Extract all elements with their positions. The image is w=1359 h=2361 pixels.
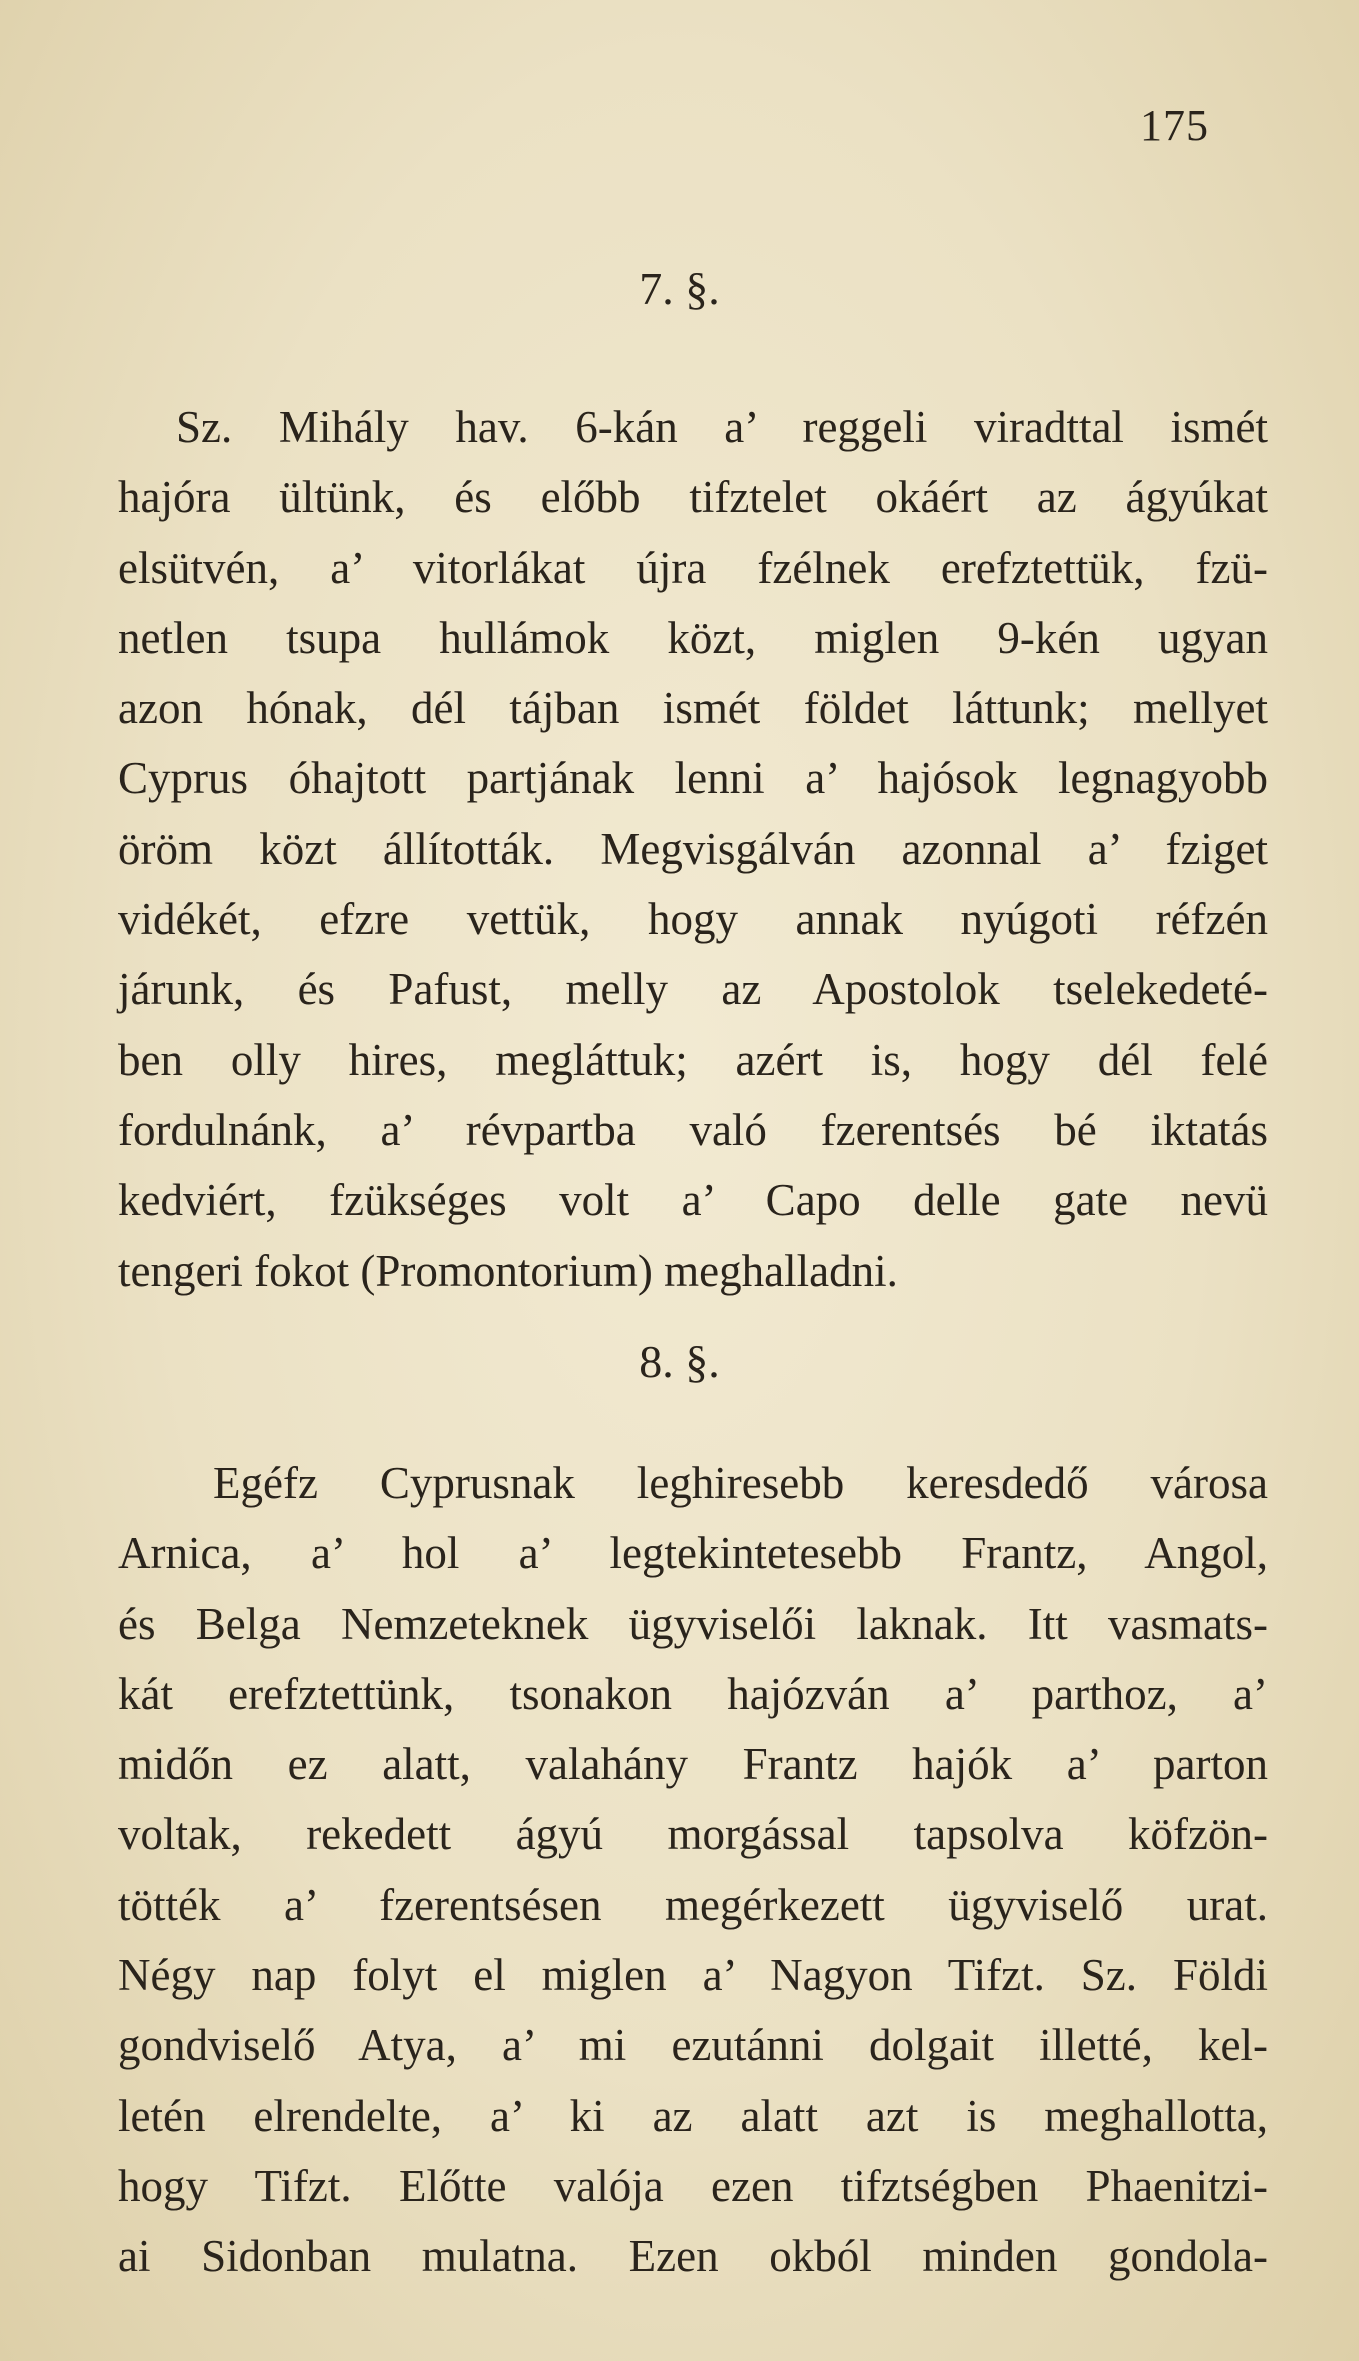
text-line: midőn ez alatt, valahány Frantz hajók a’ parton bbox=[118, 1739, 1268, 1790]
text-line: Négy nap folyt el miglen a’ Nagyon Tifzt. Sz. Földi bbox=[118, 1950, 1268, 2001]
text-line: azon hónak, dél tájban ismét földet láttunk; mellyet bbox=[118, 683, 1268, 734]
text-line: Arnica, a’ hol a’ legtekintetesebb Frantz, Angol, bbox=[118, 1528, 1268, 1579]
text-line: kedviért, fzükséges volt a’ Capo delle gate nevü bbox=[118, 1175, 1268, 1226]
text-line: netlen tsupa hullámok közt, miglen 9-kén ugyan bbox=[118, 612, 1268, 663]
paragraph-section-8 bbox=[118, 1448, 1268, 2292]
text-line: hajóra ültünk, és előbb tifztelet okáért az ágyúkat bbox=[118, 472, 1268, 523]
text-line: járunk, és Pafust, melly az Apostolok tselekedeté- bbox=[118, 964, 1268, 1015]
text-line: Egéfz Cyprusnak leghiresebb keresdedő városa bbox=[213, 1458, 1268, 1508]
text-line: elsütvén, a’ vitorlákat újra fzélnek erefztettük, fzü- bbox=[118, 542, 1268, 593]
paragraph-section-7 bbox=[118, 392, 1268, 1306]
section-heading-7: 7. §. bbox=[639, 263, 720, 314]
text-line: ai Sidonban mulatna. Ezen okból minden gondola- bbox=[118, 2231, 1268, 2282]
text-line: vidékét, efzre vettük, hogy annak nyúgoti réfzén bbox=[118, 894, 1268, 945]
text-line: Sz. Mihály hav. 6-kán a’ reggeli viradttal ismét bbox=[176, 402, 1268, 452]
text-line: fordulnánk, a’ révpartba való fzerentsés bé iktatás bbox=[118, 1104, 1268, 1155]
text-line: Cyprus óhajtott partjának lenni a’ hajósok legnagyobb bbox=[118, 753, 1268, 804]
section-heading-8: 8. §. bbox=[639, 1336, 720, 1387]
text-line: és Belga Nemzeteknek ügyviselői laknak. Itt vasmats- bbox=[118, 1598, 1268, 1649]
text-line: ben olly hires, megláttuk; azért is, hogy dél felé bbox=[118, 1034, 1268, 1085]
text-line: gondviselő Atya, a’ mi ezutánni dolgait illetté, kel- bbox=[118, 2020, 1268, 2071]
text-line: öröm közt állították. Megvisgálván azonnal a’ fziget bbox=[118, 823, 1268, 874]
page-number: 175 bbox=[1140, 101, 1209, 150]
text-line: tengeri fokot (Promontorium) meghalladni. bbox=[118, 1245, 898, 1296]
text-line: voltak, rekedett ágyú morgással tapsolva köfzön- bbox=[118, 1809, 1268, 1860]
text-line: kát erefztettünk, tsonakon hajózván a’ parthoz, a’ bbox=[118, 1668, 1268, 1719]
text-line: tötték a’ fzerentsésen megérkezett ügyviselő urat. bbox=[118, 1879, 1268, 1930]
text-line: hogy Tifzt. Előtte valója ezen tifztségben Phaenitzi- bbox=[118, 2160, 1268, 2211]
text-line: letén elrendelte, a’ ki az alatt azt is meghallotta, bbox=[118, 2090, 1268, 2141]
